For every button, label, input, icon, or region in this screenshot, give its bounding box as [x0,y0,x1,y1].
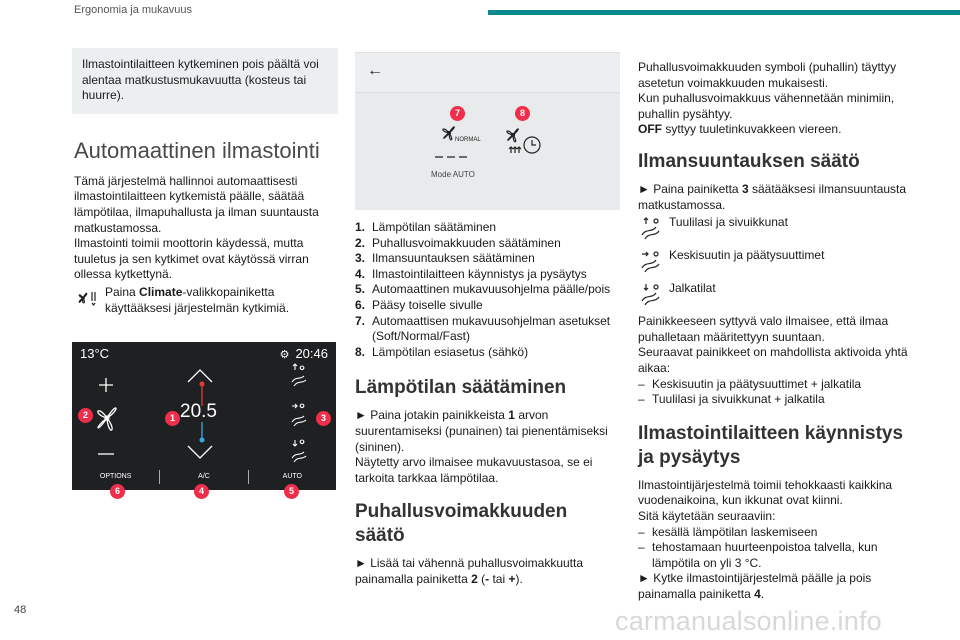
list-item: 2. Puhallusvoimakkuuden säätäminen [355,235,561,250]
direction-paragraph-2: Painikkeeseen syttyvä valo ilmaisee, että ilmaa puhalletaan määritettyyn suuntaan. [638,314,889,344]
normal-label: NORMAL [455,137,481,143]
temp-paragraph-2: Näytetty arvo ilmaisee mukavuustasoa, se ei tarkoita tarkkaa lämpötilaa. [355,455,593,485]
ac-paragraph-2: Sitä käytetään seuraaviin: [638,508,776,523]
fan-paragraph-3: Kun puhallusvoimakkuus vähennetään minimiin, puhallin pysähtyy. [638,91,895,121]
screen-bottom-bar [72,470,336,484]
ac-paragraph-1: Ilmastointijärjestelmä toimii tehokkaasti kaikkina vuodenaikoina, kun ikkunat ovat kiinni. [638,477,893,508]
section-header: Ergonomia ja mukavuus [74,4,193,16]
direction-dash-1: – Keskisuutin ja päätysuuttimet + jalkatila [638,376,862,391]
fan-plus-icon [99,378,113,392]
temp-down-icon [188,446,212,458]
callout-1: 1 [165,411,180,426]
panel-icons [355,53,620,211]
direction-paragraph-1: ► Paina painiketta 3 säätääksesi ilmansuuntausta matkustamossa. [638,181,907,212]
ac-dash-2: – tehostamaan huurteenpoistoa talvella, kun lämpötila on yli 3 °C. [638,540,878,570]
ac-paragraph-3: ► Kytke ilmastointijärjestelmä päälle ja pois painamalla painiketta 4. [638,571,872,601]
intro-paragraph: Tämä järjestelmä hallinnoi automaattisesti ilmastointilaitteen kytkemistä päälle, säätää lämpötilaa, ilmapuhallusta ja ilman suuntausta matkustamossa. [74,173,319,235]
red-indicator [200,382,205,387]
climate-touchscreen-illustration [72,342,336,497]
direction-item-centre-vents: Keskisuutin ja päätysuuttimet [638,248,908,279]
centre-vents-direction-icon [638,248,664,274]
ac-dash-1: – kesällä lämpötilan laskemiseen [638,524,818,539]
list-item: 7. Automaattisen mukavuusohjelman asetukset (Soft/Normal/Fast) [355,313,611,344]
callout-7: 7 [450,106,465,121]
column-middle [355,52,620,588]
page-number: 48 [14,604,27,616]
fan-icon [98,408,116,430]
info-note: Ilmastointilaitteen kytkeminen pois päältä voi alentaa matkustusmukavuutta (kosteus tai huurre). [72,48,338,114]
auto-mode-panel-illustration [355,52,620,210]
operation-paragraph: Ilmastointi toimii moottorin käydessä, mutta tuuletus ja sen kytkimet ovat käytössä virran ollessa kytkettynä. [74,236,309,282]
list-item: 1. Lämpötilan säätäminen [355,220,497,234]
callout-4: 4 [194,484,209,499]
air-direction-icons [292,364,306,462]
callout-8: 8 [515,106,530,121]
callout-5: 5 [284,484,299,499]
heading-temperature: Lämpötilan säätäminen [355,377,567,399]
header-accent-bar [488,10,960,15]
preset-fan-icon [507,129,518,142]
callout-6: 6 [110,484,125,499]
temp-paragraph-1: ► Paina jotakin painikkeista 1 arvon suurentamiseksi (punainen) tai pienentämiseksi (sininen). [355,408,608,454]
options-button[interactable]: OPTIONS [99,473,132,481]
settings-icon: ⚙ [279,349,290,362]
column-left [74,48,340,497]
heading-air-direction: Ilmansuuntauksen säätö [638,150,860,172]
list-item: 4. Ilmastointilaitteen käynnistys ja pysäytys [355,266,587,281]
legend-list [355,220,620,360]
direction-dash-2: – Tuulilasi ja sivuikkunat + jalkatila [638,392,825,407]
watermark: carmanualsonline.info [615,606,882,636]
fan-paragraph-2: Puhallusvoimakkuuden symboli (puhallin) täyttyy asetetun voimakkuuden mukaisesti. [638,60,897,90]
heading-ac-on-off: Ilmastointilaitteen käynnistys ja pysäytys [638,422,904,468]
fan-paragraph-4: OFF syttyy tuuletinkuvakkeen viereen. [638,122,842,137]
climate-menu-icon [74,285,100,311]
column-right [638,60,908,602]
temp-up-icon [188,370,212,382]
heading-fan-speed: Puhallusvoimakkuuden säätö [355,501,568,547]
heat-arrows-icon [509,147,521,153]
callout-3: 3 [316,411,331,426]
clock: ⚙ 20:46 [279,346,328,362]
ac-button[interactable]: A/C [159,470,248,484]
outside-temperature: 13°C [80,346,110,362]
list-item: 3. Ilmansuuntauksen säätäminen [355,251,535,266]
heading-automatic-climate: Automaattinen ilmastointi [74,137,320,163]
climate-instruction [74,285,340,316]
direction-item-windscreen: Tuulilasi ja sivuikkunat [638,215,908,246]
callout-2: 2 [78,408,93,423]
mode-auto-label: Mode AUTO [431,170,475,179]
list-item: 8. Lämpötilan esiasetus (sähkö) [355,344,529,359]
auto-button[interactable]: AUTO [282,473,302,481]
climate-instruction-text: Paina Climate-valikkopainiketta käyttääksesi järjestelmän kytkimiä. [105,284,290,315]
footwell-direction-icon [638,281,664,307]
direction-paragraph-3: Seuraavat painikkeet on mahdollista aktivoida yhtä aikaa: [638,345,908,375]
comfort-fan-icon [443,127,454,140]
direction-item-footwell: Jalkatilat [638,281,908,314]
list-item: 6. Pääsy toiselle sivulle [355,297,483,312]
list-item: 5. Automaattinen mukavuusohjelma päälle/pois [355,282,611,297]
back-arrow-icon[interactable]: ← [367,62,383,79]
windscreen-direction-icon [638,215,664,241]
fan-paragraph-1: ► Lisää tai vähennä puhallusvoimakkuutta painamalla painiketta 2 (- tai +). [355,556,584,586]
set-temperature: 20.5 [180,401,217,423]
blue-indicator [200,438,205,443]
